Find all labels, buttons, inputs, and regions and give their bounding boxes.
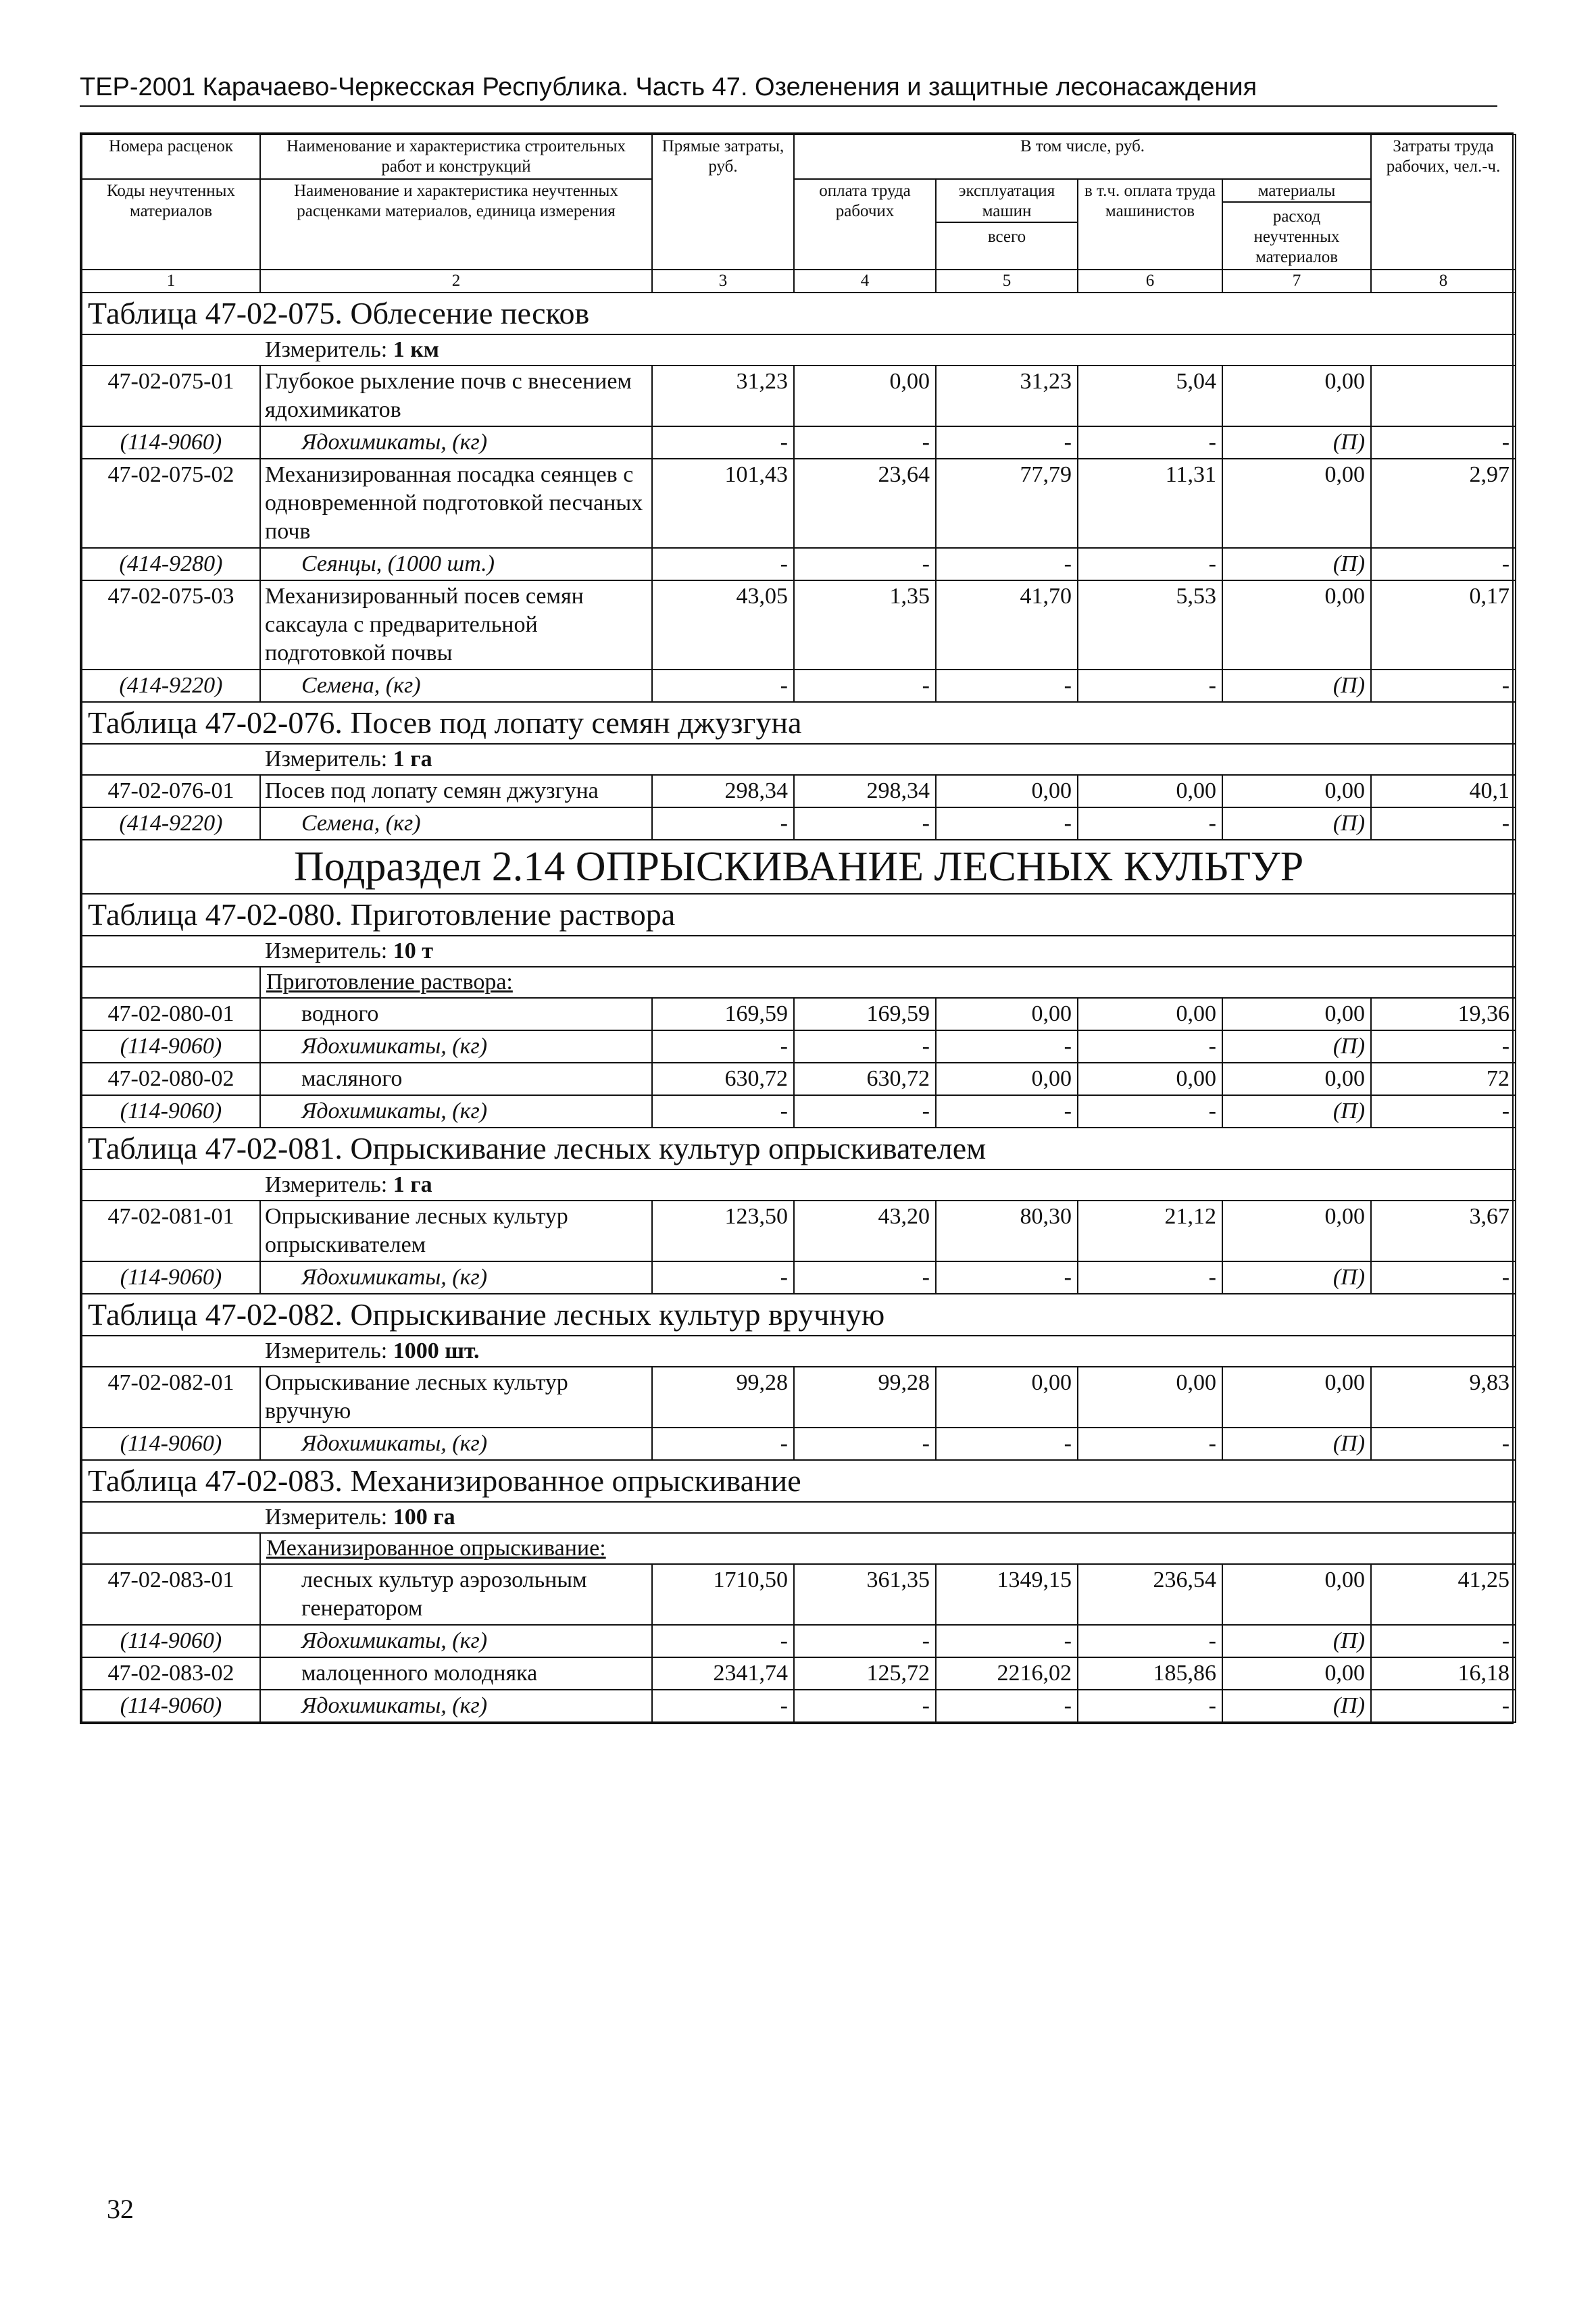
measure-value: 10 т — [393, 938, 433, 963]
material-code: (414-9280) — [82, 548, 260, 580]
material-value: - — [652, 426, 794, 459]
rate-name: малоценного молодняка — [260, 1657, 652, 1690]
table-header — [82, 134, 1516, 293]
material-value: - — [652, 1625, 794, 1657]
measure-unit — [82, 744, 1516, 775]
table-title-row — [82, 1294, 1516, 1336]
material-row — [82, 807, 1516, 840]
table-row — [82, 366, 1516, 426]
material-value: - — [652, 1095, 794, 1128]
measure-unit — [82, 1502, 1516, 1533]
material-row — [82, 548, 1516, 580]
group-label-row — [82, 967, 1516, 998]
rate-code: 47-02-083-01 — [82, 1564, 260, 1625]
rate-value: 2216,02 — [936, 1657, 1078, 1690]
table-title: Таблица 47-02-076. Посев под лопату семян джузгуна — [82, 702, 1516, 744]
material-name: Ядохимикаты, (кг) — [260, 1030, 652, 1063]
material-value: - — [936, 1690, 1078, 1722]
material-value: - — [794, 670, 936, 702]
header-wages: оплата труда рабочих — [794, 179, 936, 270]
rate-code: 47-02-075-01 — [82, 366, 260, 426]
material-value: - — [936, 1625, 1078, 1657]
measure-unit — [82, 1336, 1516, 1367]
material-value: - — [652, 1428, 794, 1460]
material-value: - — [794, 807, 936, 840]
rate-value: 0,00 — [1078, 1367, 1222, 1428]
material-row — [82, 1030, 1516, 1063]
header-unaccounted: расход неучтенных материалов — [1253, 207, 1340, 266]
table-title: Таблица 47-02-082. Опрыскивание лесных культур вручную — [82, 1294, 1516, 1336]
col-number: 4 — [794, 270, 936, 293]
material-value: - — [1371, 1428, 1516, 1460]
material-value: - — [1371, 426, 1516, 459]
rate-value: 2341,74 — [652, 1657, 794, 1690]
measure-row — [82, 936, 1516, 967]
measure-value: 1 га — [393, 747, 432, 772]
material-value: (П) — [1222, 670, 1371, 702]
rate-name: Механизированная посадка сеянцев с одновременной подготовкой песчаных почв — [260, 459, 652, 548]
header-machines-total — [936, 179, 1078, 270]
table-title: Таблица 47-02-075. Облесение песков — [82, 293, 1516, 334]
material-value: - — [1371, 1625, 1516, 1657]
material-value: (П) — [1222, 548, 1371, 580]
rate-value: 40,1 — [1371, 775, 1516, 807]
header-col2-bottom: Наименование и характеристика неучтенных расценками материалов, единица измерения — [260, 179, 652, 270]
material-row — [82, 1261, 1516, 1294]
rate-value: 72 — [1371, 1063, 1516, 1095]
material-code: (114-9060) — [82, 1690, 260, 1722]
material-value: - — [936, 426, 1078, 459]
rate-name: Посев под лопату семян джузгуна — [260, 775, 652, 807]
header-materials-group — [1222, 179, 1371, 270]
measure-unit — [82, 936, 1516, 967]
measure-label: Измеритель: — [265, 1338, 388, 1363]
material-row — [82, 1625, 1516, 1657]
material-value: - — [652, 670, 794, 702]
rate-value: 21,12 — [1078, 1201, 1222, 1261]
table-row — [82, 1063, 1516, 1095]
material-value: - — [794, 1030, 936, 1063]
material-value: (П) — [1222, 1095, 1371, 1128]
material-value: - — [794, 1625, 936, 1657]
material-value: - — [794, 1690, 936, 1722]
rate-value: 31,23 — [652, 366, 794, 426]
material-name: Сеянцы, (1000 шт.) — [260, 548, 652, 580]
material-name: Семена, (кг) — [260, 807, 652, 840]
material-code: (114-9060) — [82, 1030, 260, 1063]
material-code: (114-9060) — [82, 1428, 260, 1460]
col-number: 6 — [1078, 270, 1222, 293]
material-value: - — [936, 670, 1078, 702]
material-value: - — [1078, 807, 1222, 840]
table-title: Таблица 47-02-083. Механизированное опрыскивание — [82, 1460, 1516, 1502]
material-value: - — [1371, 548, 1516, 580]
table-title: Таблица 47-02-080. Приготовление раствора — [82, 894, 1516, 936]
col-number: 1 — [82, 270, 260, 293]
measure-label: Измеритель: — [265, 1172, 388, 1197]
material-value: - — [936, 1428, 1078, 1460]
rate-value: 41,70 — [936, 580, 1078, 670]
rate-name: лесных культур аэрозольным генератором — [260, 1564, 652, 1625]
rate-value: 236,54 — [1078, 1564, 1222, 1625]
table-row — [82, 998, 1516, 1030]
material-code: (114-9060) — [82, 426, 260, 459]
rate-value: 41,25 — [1371, 1564, 1516, 1625]
group-label-spacer — [82, 967, 260, 998]
material-value: (П) — [1222, 1030, 1371, 1063]
rate-value: 23,64 — [794, 459, 936, 548]
material-code: (414-9220) — [82, 670, 260, 702]
material-value: - — [1078, 670, 1222, 702]
material-value: - — [1078, 1428, 1222, 1460]
header-labor: Затраты труда рабочих, чел.-ч. — [1371, 134, 1516, 270]
header-direct-costs: Прямые затраты, руб. — [652, 134, 794, 270]
measure-row — [82, 1169, 1516, 1201]
material-value: - — [1078, 1095, 1222, 1128]
rate-value: 0,00 — [1222, 459, 1371, 548]
header-col2-top: Наименование и характеристика строительных работ и конструкций — [260, 134, 652, 179]
material-name: Ядохимикаты, (кг) — [260, 1690, 652, 1722]
measure-unit — [82, 1169, 1516, 1201]
rate-value: 19,36 — [1371, 998, 1516, 1030]
page-number: 32 — [107, 2194, 134, 2224]
material-name: Ядохимикаты, (кг) — [260, 1095, 652, 1128]
rate-value: 0,00 — [794, 366, 936, 426]
col-number: 8 — [1371, 270, 1516, 293]
material-value: - — [936, 1261, 1078, 1294]
rate-value: 31,23 — [936, 366, 1078, 426]
material-name: Ядохимикаты, (кг) — [260, 1261, 652, 1294]
rate-value: 1710,50 — [652, 1564, 794, 1625]
material-code: (114-9060) — [82, 1625, 260, 1657]
material-value: - — [652, 1690, 794, 1722]
table-row — [82, 1201, 1516, 1261]
material-code: (414-9220) — [82, 807, 260, 840]
material-name: Ядохимикаты, (кг) — [260, 426, 652, 459]
rate-value: 0,00 — [936, 998, 1078, 1030]
measure-row — [82, 1336, 1516, 1367]
rate-value: 0,00 — [1078, 775, 1222, 807]
rate-value: 77,79 — [936, 459, 1078, 548]
table-title-row — [82, 293, 1516, 334]
rate-value: 1349,15 — [936, 1564, 1078, 1625]
group-label: Механизированное опрыскивание: — [260, 1533, 1516, 1564]
col-number: 2 — [260, 270, 652, 293]
material-value: - — [1371, 1095, 1516, 1128]
table-row — [82, 580, 1516, 670]
rate-value: 630,72 — [794, 1063, 936, 1095]
measure-label: Измеритель: — [265, 747, 388, 772]
group-label: Приготовление раствора: — [260, 967, 1516, 998]
material-row — [82, 1690, 1516, 1722]
table-title-row — [82, 702, 1516, 744]
price-table — [81, 134, 1516, 1723]
table-title-row — [82, 1460, 1516, 1502]
measure-value: 1 км — [393, 337, 439, 362]
page-header: ТЕР-2001 Карачаево-Черкесская Республика. Часть 47. Озеленения и защитные лесонасаждения — [80, 72, 1497, 107]
rate-name: водного — [260, 998, 652, 1030]
rate-value: 0,00 — [1222, 580, 1371, 670]
rate-value: 0,00 — [1222, 998, 1371, 1030]
rate-value: 101,43 — [652, 459, 794, 548]
material-value: - — [1371, 1261, 1516, 1294]
material-value: - — [936, 807, 1078, 840]
rate-value: 125,72 — [794, 1657, 936, 1690]
rate-value: 99,28 — [652, 1367, 794, 1428]
material-code: (114-9060) — [82, 1261, 260, 1294]
col-number: 3 — [652, 270, 794, 293]
material-value: - — [1371, 1030, 1516, 1063]
measure-label: Измеритель: — [265, 938, 388, 963]
measure-row — [82, 1502, 1516, 1533]
material-value: (П) — [1222, 1690, 1371, 1722]
material-value: (П) — [1222, 1625, 1371, 1657]
rate-value: 0,00 — [1222, 1063, 1371, 1095]
rate-name: Опрыскивание лесных культур вручную — [260, 1367, 652, 1428]
material-value: - — [1078, 548, 1222, 580]
rate-value: 185,86 — [1078, 1657, 1222, 1690]
rate-value: 361,35 — [794, 1564, 936, 1625]
material-value: - — [1371, 807, 1516, 840]
rate-value: 99,28 — [794, 1367, 936, 1428]
measure-label: Измеритель: — [265, 1505, 388, 1530]
header-machines: эксплуатация машин — [937, 181, 1077, 223]
rate-code: 47-02-080-02 — [82, 1063, 260, 1095]
rate-value: 5,04 — [1078, 366, 1222, 426]
material-value: (П) — [1222, 807, 1371, 840]
rate-value: 80,30 — [936, 1201, 1078, 1261]
material-value: - — [936, 1030, 1078, 1063]
rate-value: 0,00 — [1078, 998, 1222, 1030]
header-materials: материалы — [1223, 181, 1370, 203]
rate-value: 43,20 — [794, 1201, 936, 1261]
material-value: - — [794, 1428, 936, 1460]
rate-value — [1371, 366, 1516, 426]
material-value: - — [652, 1261, 794, 1294]
material-value: - — [1078, 1261, 1222, 1294]
rate-value: 298,34 — [652, 775, 794, 807]
material-value: - — [794, 1095, 936, 1128]
rate-value: 0,00 — [936, 1063, 1078, 1095]
column-numbers — [82, 270, 1516, 293]
rate-value: 0,00 — [936, 775, 1078, 807]
group-label-row — [82, 1533, 1516, 1564]
rate-code: 47-02-082-01 — [82, 1367, 260, 1428]
rate-value: 630,72 — [652, 1063, 794, 1095]
rate-code: 47-02-080-01 — [82, 998, 260, 1030]
rate-value: 2,97 — [1371, 459, 1516, 548]
rate-value: 0,00 — [1222, 775, 1371, 807]
rate-value: 3,67 — [1371, 1201, 1516, 1261]
material-value: - — [1078, 1690, 1222, 1722]
rate-value: 9,83 — [1371, 1367, 1516, 1428]
material-code: (114-9060) — [82, 1095, 260, 1128]
header-total: всего — [987, 228, 1026, 246]
material-row — [82, 1095, 1516, 1128]
material-value: - — [794, 1261, 936, 1294]
measure-unit — [82, 334, 1516, 366]
table-title-row — [82, 1128, 1516, 1169]
material-value: - — [652, 1030, 794, 1063]
material-value: - — [652, 548, 794, 580]
group-label-spacer — [82, 1533, 260, 1564]
rate-code: 47-02-075-03 — [82, 580, 260, 670]
rate-value: 0,00 — [1222, 1564, 1371, 1625]
table-row — [82, 775, 1516, 807]
rate-value: 5,53 — [1078, 580, 1222, 670]
rate-value: 43,05 — [652, 580, 794, 670]
rate-value: 169,59 — [652, 998, 794, 1030]
rate-code: 47-02-083-02 — [82, 1657, 260, 1690]
table-row — [82, 459, 1516, 548]
measure-label: Измеритель: — [265, 337, 388, 362]
measure-row — [82, 744, 1516, 775]
material-value: - — [794, 426, 936, 459]
rate-name: Механизированный посев семян саксаула с предварительной подготовкой почвы — [260, 580, 652, 670]
table-row — [82, 1657, 1516, 1690]
subsection-row — [82, 840, 1516, 894]
measure-row — [82, 334, 1516, 366]
rate-value: 0,00 — [936, 1367, 1078, 1428]
material-value: (П) — [1222, 426, 1371, 459]
table-title: Таблица 47-02-081. Опрыскивание лесных культур опрыскивателем — [82, 1128, 1516, 1169]
material-row — [82, 426, 1516, 459]
header-col1-top: Номера расценок — [82, 134, 260, 179]
subsection-title: Подраздел 2.14 ОПРЫСКИВАНИЕ ЛЕСНЫХ КУЛЬТУР — [82, 840, 1516, 894]
rate-value: 16,18 — [1371, 1657, 1516, 1690]
material-value: - — [1371, 1690, 1516, 1722]
rate-code: 47-02-081-01 — [82, 1201, 260, 1261]
measure-value: 1000 шт. — [393, 1338, 480, 1363]
price-table-sheet — [80, 132, 1514, 1724]
rate-value: 169,59 — [794, 998, 936, 1030]
measure-value: 100 га — [393, 1505, 455, 1530]
header-group: В том числе, руб. — [794, 134, 1371, 179]
rate-name: масляного — [260, 1063, 652, 1095]
rate-name: Опрыскивание лесных культур опрыскивателем — [260, 1201, 652, 1261]
material-value: (П) — [1222, 1261, 1371, 1294]
material-name: Семена, (кг) — [260, 670, 652, 702]
material-value: (П) — [1222, 1428, 1371, 1460]
rate-value: 0,00 — [1222, 1657, 1371, 1690]
rate-value: 0,00 — [1222, 366, 1371, 426]
material-row — [82, 670, 1516, 702]
rate-value: 1,35 — [794, 580, 936, 670]
table-row — [82, 1564, 1516, 1625]
rate-value: 11,31 — [1078, 459, 1222, 548]
material-row — [82, 1428, 1516, 1460]
rate-code: 47-02-076-01 — [82, 775, 260, 807]
col-number: 7 — [1222, 270, 1371, 293]
material-value: - — [1078, 1030, 1222, 1063]
rate-value: 123,50 — [652, 1201, 794, 1261]
measure-value: 1 га — [393, 1172, 432, 1197]
material-value: - — [794, 548, 936, 580]
table-title-row — [82, 894, 1516, 936]
rate-value: 0,00 — [1078, 1063, 1222, 1095]
rate-code: 47-02-075-02 — [82, 459, 260, 548]
header-col1-bottom: Коды неучтенных материалов — [82, 179, 260, 270]
material-name: Ядохимикаты, (кг) — [260, 1625, 652, 1657]
rate-name: Глубокое рыхление почв с внесением ядохимикатов — [260, 366, 652, 426]
material-value: - — [1371, 670, 1516, 702]
material-value: - — [652, 807, 794, 840]
material-value: - — [1078, 1625, 1222, 1657]
header-machinist-wages: в т.ч. оплата труда машинистов — [1078, 179, 1222, 270]
rate-value: 0,17 — [1371, 580, 1516, 670]
col-number: 5 — [936, 270, 1078, 293]
material-value: - — [936, 1095, 1078, 1128]
table-body — [82, 293, 1516, 1722]
rate-value: 0,00 — [1222, 1367, 1371, 1428]
material-value: - — [1078, 426, 1222, 459]
table-row — [82, 1367, 1516, 1428]
material-name: Ядохимикаты, (кг) — [260, 1428, 652, 1460]
rate-value: 0,00 — [1222, 1201, 1371, 1261]
rate-value: 298,34 — [794, 775, 936, 807]
material-value: - — [936, 548, 1078, 580]
